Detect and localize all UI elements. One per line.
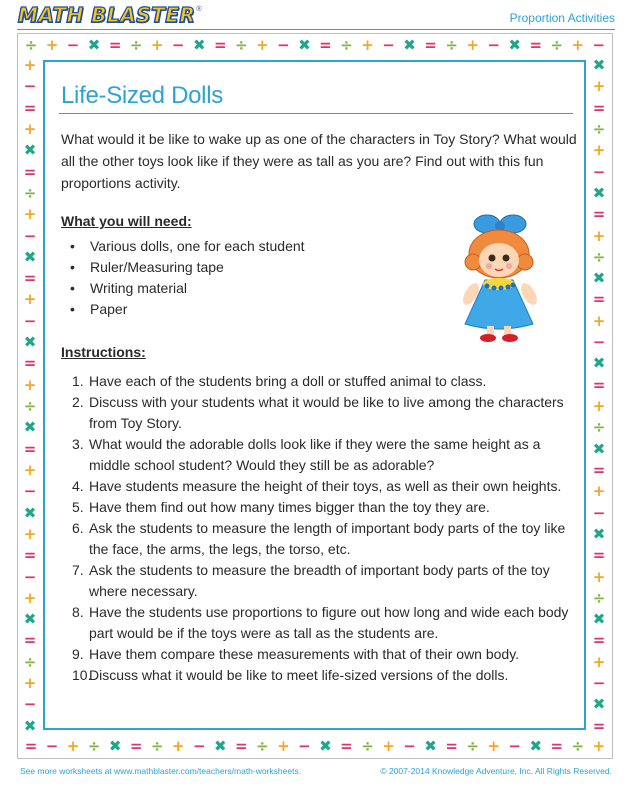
divide-icon: ÷	[129, 36, 143, 54]
list-item	[70, 299, 305, 320]
logo-registered-mark: ®	[196, 6, 202, 13]
step-text: Have students measure the height of their toys, as well as their own heights.	[89, 478, 562, 494]
divide-icon: ÷	[466, 737, 479, 755]
step-text: Have them compare these measurements with that of their own body.	[89, 646, 520, 662]
minus-icon: −	[592, 503, 606, 522]
list-item	[72, 644, 577, 665]
plus-icon: +	[592, 652, 606, 671]
minus-icon: −	[23, 77, 37, 96]
minus-icon: −	[23, 567, 37, 586]
plus-icon: +	[23, 674, 37, 693]
divide-icon: ÷	[87, 737, 101, 755]
divide-icon: ÷	[361, 737, 374, 755]
step-text: Ask the students to measure the length of important body parts of the toy like the face, the arms, the legs, the torso, etc.	[89, 520, 566, 557]
equals-icon: =	[108, 36, 122, 54]
header-category: Proportion Activities	[509, 11, 615, 25]
equals-icon: =	[23, 269, 37, 288]
times-icon: ✖	[319, 737, 332, 755]
equals-icon: =	[340, 737, 353, 755]
times-icon: ✖	[508, 36, 521, 54]
equals-icon: =	[23, 631, 37, 650]
divide-icon: ÷	[23, 397, 37, 415]
divide-icon: ÷	[445, 36, 458, 54]
footer-worksheets-link[interactable]: See more worksheets at www.mathblaster.com/teachers/math-worksheets.	[20, 766, 302, 776]
plus-icon: +	[487, 737, 500, 755]
plus-icon: +	[45, 36, 59, 54]
minus-icon: −	[192, 737, 206, 755]
equals-icon: =	[592, 716, 606, 735]
needs-item-text: Writing material	[90, 280, 187, 296]
times-icon: ✖	[23, 716, 37, 735]
equals-icon: =	[592, 460, 606, 479]
minus-icon: −	[45, 737, 59, 755]
step-number: 10.	[72, 667, 92, 683]
equals-icon: =	[23, 439, 37, 458]
plus-icon: +	[23, 56, 37, 74]
step-number: 5.	[72, 499, 84, 515]
divide-icon: ÷	[23, 652, 37, 671]
plus-icon: +	[361, 36, 374, 54]
times-icon: ✖	[529, 737, 543, 755]
equals-icon: =	[529, 36, 543, 54]
plus-icon: +	[23, 460, 37, 479]
equals-icon: =	[23, 546, 37, 565]
minus-icon: −	[23, 482, 37, 501]
times-icon: ✖	[23, 418, 37, 437]
divide-icon: ÷	[592, 418, 606, 437]
equals-icon: =	[23, 98, 37, 117]
needs-item-text: Various dolls, one for each student	[90, 238, 305, 254]
step-number: 9.	[72, 646, 84, 662]
times-icon: ✖	[424, 737, 437, 755]
equals-icon: =	[23, 162, 37, 181]
plus-icon: +	[277, 737, 290, 755]
step-text: Have them find out how many times bigger than the toy they are.	[89, 499, 490, 515]
minus-icon: −	[382, 36, 395, 54]
times-icon: ✖	[23, 503, 37, 522]
times-icon: ✖	[23, 333, 37, 352]
step-number: 4.	[72, 478, 84, 494]
times-icon: ✖	[23, 141, 37, 160]
minus-icon: −	[23, 695, 37, 714]
minus-icon: −	[487, 36, 500, 54]
equals-icon: =	[424, 36, 437, 54]
plus-icon: +	[592, 311, 606, 330]
step-text: Discuss what it would be like to meet life-sized versions of the dolls.	[89, 667, 509, 683]
instructions-list	[72, 371, 577, 686]
intro-paragraph: What would it be like to wake up as one of the characters in Toy Story? What would all the other toys look like if they were as tall as you are? Find out with this fun proportions activity.	[61, 131, 577, 191]
equals-icon: =	[213, 36, 227, 54]
bullet: •	[70, 238, 75, 254]
step-number: 3.	[72, 436, 84, 452]
plus-icon: +	[592, 226, 606, 245]
minus-icon: −	[592, 333, 606, 352]
logo-text: MATH BLASTER	[18, 3, 196, 27]
minus-icon: −	[277, 36, 290, 54]
needs-item-text: Ruler/Measuring tape	[90, 259, 224, 275]
plus-icon: +	[23, 290, 37, 309]
times-icon: ✖	[592, 610, 606, 629]
equals-icon: =	[592, 375, 606, 394]
minus-icon: −	[403, 737, 416, 755]
minus-icon: −	[592, 162, 606, 181]
bullet: •	[70, 259, 75, 275]
minus-icon: −	[298, 737, 311, 755]
plus-icon: +	[23, 205, 37, 224]
minus-icon: −	[66, 36, 80, 54]
equals-icon: =	[592, 546, 606, 565]
minus-icon: −	[592, 674, 606, 693]
divide-icon: ÷	[592, 119, 606, 138]
border-symbols-right	[592, 58, 606, 734]
plus-icon: +	[592, 397, 606, 415]
equals-icon: =	[319, 36, 332, 54]
equals-icon: =	[592, 98, 606, 117]
divide-icon: ÷	[592, 588, 606, 607]
plus-icon: +	[66, 737, 80, 755]
list-item	[72, 560, 577, 602]
plus-icon: +	[571, 36, 585, 54]
list-item	[70, 236, 305, 257]
list-item	[70, 278, 305, 299]
plus-icon: +	[466, 36, 479, 54]
plus-icon: +	[592, 141, 606, 160]
divide-icon: ÷	[550, 36, 564, 54]
times-icon: ✖	[592, 269, 606, 288]
plus-icon: +	[23, 375, 37, 394]
plus-icon: +	[23, 119, 37, 138]
divide-icon: ÷	[571, 737, 585, 755]
times-icon: ✖	[23, 247, 37, 266]
plus-icon: +	[382, 737, 395, 755]
divide-icon: ÷	[235, 36, 248, 54]
list-item	[72, 476, 577, 497]
border-symbols-bottom	[24, 739, 606, 754]
list-item	[72, 434, 577, 476]
plus-icon: +	[171, 737, 185, 755]
minus-icon: −	[171, 36, 185, 54]
divide-icon: ÷	[24, 36, 38, 54]
equals-icon: =	[592, 290, 606, 309]
needs-list	[70, 236, 305, 320]
step-text: Have each of the students bring a doll or stuffed animal to class.	[89, 373, 487, 389]
divide-icon: ÷	[592, 247, 606, 266]
times-icon: ✖	[87, 36, 101, 54]
equals-icon: =	[592, 205, 606, 224]
needs-heading: What you will need:	[61, 213, 192, 229]
step-text: What would the adorable dolls look like if they were the same height as a middle school student? Would they still be as adorable?	[89, 436, 541, 473]
list-item	[72, 371, 577, 392]
divide-icon: ÷	[23, 183, 37, 202]
step-number: 7.	[72, 562, 84, 578]
plus-icon: +	[23, 588, 37, 607]
times-icon: ✖	[592, 56, 606, 74]
border-symbols-left	[23, 58, 37, 734]
plus-icon: +	[23, 524, 37, 543]
times-icon: ✖	[592, 439, 606, 458]
times-icon: ✖	[298, 36, 311, 54]
border-symbols-top	[24, 38, 606, 53]
step-text: Discuss with your students what it would be like to live among the characters from Toy Story.	[89, 394, 564, 431]
list-item	[72, 497, 577, 518]
times-icon: ✖	[192, 36, 206, 54]
equals-icon: =	[445, 737, 458, 755]
needs-item-text: Paper	[90, 301, 128, 317]
times-icon: ✖	[23, 610, 37, 629]
plus-icon: +	[150, 36, 164, 54]
instructions-heading: Instructions:	[61, 344, 146, 360]
divide-icon: ÷	[340, 36, 353, 54]
step-number: 1.	[72, 373, 84, 389]
bullet: •	[70, 301, 75, 317]
step-number: 6.	[72, 520, 84, 536]
plus-icon: +	[592, 482, 606, 501]
list-item	[70, 257, 305, 278]
list-item	[72, 602, 577, 644]
equals-icon: =	[23, 354, 37, 373]
times-icon: ✖	[592, 354, 606, 373]
list-item	[72, 665, 577, 686]
list-item	[72, 518, 577, 560]
equals-icon: =	[550, 737, 564, 755]
equals-icon: =	[235, 737, 248, 755]
title-divider	[59, 113, 573, 114]
equals-icon: =	[592, 631, 606, 650]
doll-illustration	[445, 212, 555, 344]
equals-icon: =	[129, 737, 143, 755]
list-item	[72, 392, 577, 434]
minus-icon: −	[23, 226, 37, 245]
step-number: 2.	[72, 394, 84, 410]
minus-icon: −	[508, 737, 521, 755]
equals-icon: =	[24, 737, 38, 755]
plus-icon: +	[256, 36, 269, 54]
times-icon: ✖	[213, 737, 227, 755]
times-icon: ✖	[592, 524, 606, 543]
minus-icon: −	[592, 36, 606, 54]
times-icon: ✖	[592, 695, 606, 714]
step-text: Have the students use proportions to figure out how long and wide each body part would be if the toys were as tall as the students are.	[89, 604, 569, 641]
minus-icon: −	[23, 311, 37, 330]
times-icon: ✖	[108, 737, 122, 755]
bullet: •	[70, 280, 75, 296]
plus-icon: +	[592, 77, 606, 96]
divide-icon: ÷	[256, 737, 269, 755]
step-text: Ask the students to measure the breadth of important body parts of the toy where necessary.	[89, 562, 550, 599]
times-icon: ✖	[592, 183, 606, 202]
times-icon: ✖	[403, 36, 416, 54]
plus-icon: +	[592, 567, 606, 586]
math-blaster-logo[interactable]	[18, 4, 202, 26]
plus-icon: +	[592, 737, 606, 755]
divide-icon: ÷	[150, 737, 164, 755]
page-title: Life-Sized Dolls	[61, 82, 223, 109]
footer-copyright: © 2007-2014 Knowledge Adventure, Inc. All Rights Reserved.	[380, 766, 612, 776]
header-divider	[17, 29, 615, 30]
step-number: 8.	[72, 604, 84, 620]
